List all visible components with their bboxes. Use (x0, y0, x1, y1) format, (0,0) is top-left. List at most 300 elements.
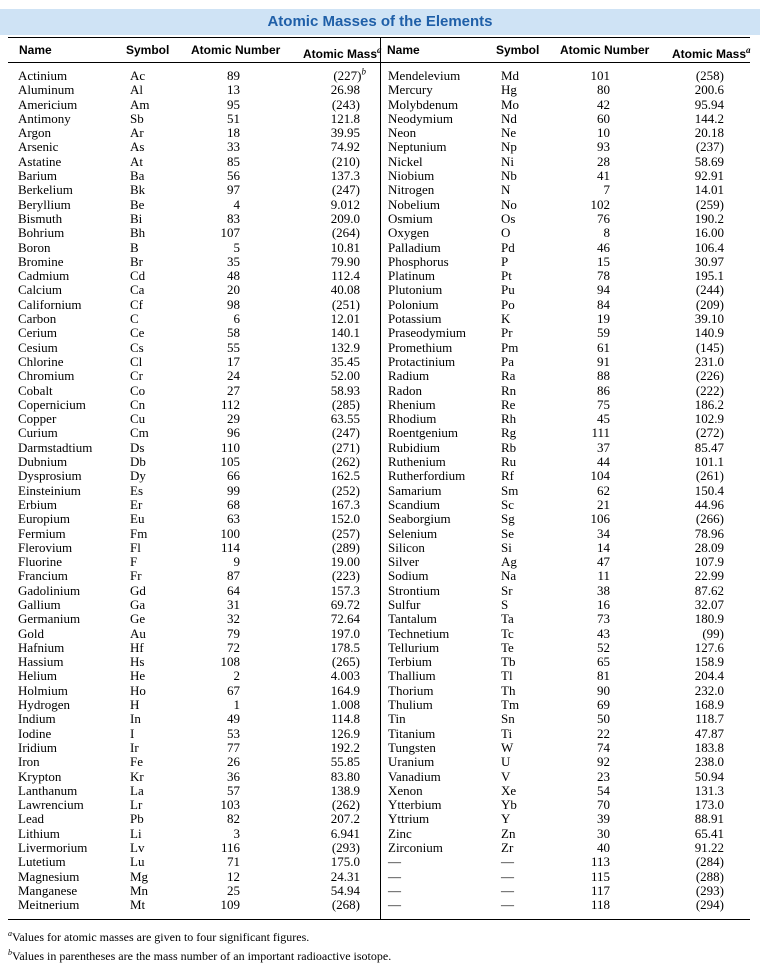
element-atomic-number: 25 (227, 882, 240, 898)
element-atomic-number: 70 (597, 797, 610, 813)
header-atomic-mass-left (303, 38, 382, 62)
element-symbol: — (501, 868, 514, 884)
element-atomic-number: 77 (227, 739, 240, 755)
element-atomic-mass: 9.012 (330, 196, 360, 212)
element-name: Boron (18, 239, 51, 255)
element-atomic-mass: (293) (331, 840, 360, 856)
element-symbol: Bk (130, 182, 146, 198)
element-atomic-number: 31 (227, 596, 240, 612)
element-atomic-mass: (247) (331, 182, 360, 198)
element-atomic-mass: 88.91 (694, 811, 724, 827)
element-symbol: As (130, 139, 145, 155)
element-atomic-mass: 24.31 (330, 868, 360, 884)
table-row (0, 355, 760, 369)
element-atomic-number: 94 (597, 282, 610, 298)
element-atomic-number: 96 (227, 425, 240, 441)
element-name: Cadmium (18, 268, 70, 284)
element-atomic-mass: 138.9 (330, 782, 360, 798)
element-name: Protactinium (388, 353, 456, 369)
element-symbol: Sm (501, 482, 519, 498)
element-symbol: Sr (501, 582, 513, 598)
element-atomic-number: 118 (590, 897, 610, 913)
element-name: Dysprosium (18, 468, 82, 484)
table-row (0, 312, 760, 326)
table-row (0, 269, 760, 283)
element-symbol: Sg (501, 511, 515, 527)
element-atomic-mass: 173.0 (694, 797, 724, 813)
element-atomic-mass: (247) (331, 425, 360, 441)
element-atomic-number: 115 (590, 868, 610, 884)
element-atomic-number: 7 (603, 182, 610, 198)
element-name: Rhenium (388, 396, 436, 412)
table-row (0, 655, 760, 669)
element-name: Hassium (18, 654, 64, 670)
element-atomic-number: 16 (597, 596, 610, 612)
element-symbol: Co (130, 382, 146, 398)
element-atomic-mass: (272) (695, 425, 724, 441)
footnote-a-text: Values for atomic masses are given to four significant figures. (12, 930, 310, 944)
element-atomic-mass: (288) (695, 868, 724, 884)
element-symbol: Ge (130, 611, 146, 627)
element-name: Holmium (18, 682, 68, 698)
element-symbol: Db (130, 454, 146, 470)
element-symbol: Am (130, 96, 150, 112)
element-atomic-number: 17 (227, 353, 240, 369)
table-row (0, 569, 760, 583)
table-row (0, 684, 760, 698)
element-name: Bohrium (18, 225, 65, 241)
element-symbol: Hs (130, 654, 145, 670)
element-name: Bismuth (18, 210, 63, 226)
element-atomic-number: 54 (597, 782, 610, 798)
element-symbol: Rf (501, 468, 514, 484)
element-symbol: Sn (501, 711, 515, 727)
element-atomic-mass: 50.94 (694, 768, 724, 784)
element-atomic-number: 64 (227, 582, 240, 598)
element-symbol: He (130, 668, 146, 684)
element-name: Radium (388, 368, 430, 384)
element-atomic-mass: 150.4 (694, 482, 724, 498)
element-atomic-mass: 58.93 (330, 382, 360, 398)
element-atomic-mass: 132.9 (330, 339, 360, 355)
element-atomic-mass: (289) (331, 539, 360, 555)
element-atomic-mass: (284) (695, 854, 724, 870)
element-name: Lead (18, 811, 44, 827)
element-atomic-number: 80 (597, 82, 610, 98)
element-atomic-mass: (265) (331, 654, 360, 670)
element-name: Roentgenium (388, 425, 459, 441)
element-atomic-number: 46 (597, 239, 610, 255)
element-symbol: Fr (130, 568, 142, 584)
element-atomic-mass: 207.2 (330, 811, 360, 827)
element-name: Gold (18, 625, 44, 641)
table-row (0, 198, 760, 212)
element-atomic-number: 55 (227, 339, 240, 355)
element-symbol: Tl (501, 668, 513, 684)
element-symbol: Mo (501, 96, 520, 112)
element-symbol: Cn (130, 396, 146, 412)
element-atomic-mass: 197.0 (330, 625, 360, 641)
element-symbol: Nd (501, 110, 517, 126)
element-atomic-number: 21 (597, 496, 610, 512)
element-name: Flerovium (18, 539, 73, 555)
element-atomic-mass: 137.3 (330, 168, 360, 184)
element-atomic-mass: 83.80 (330, 768, 360, 784)
element-name: Thallium (388, 668, 436, 684)
table-row (0, 212, 760, 226)
element-symbol: Cr (130, 368, 143, 384)
table-row (0, 712, 760, 726)
element-atomic-mass: (209) (695, 296, 724, 312)
element-name: Mercury (388, 82, 433, 98)
element-atomic-number: 18 (227, 125, 240, 141)
element-atomic-number: 29 (227, 411, 240, 427)
mass-footnote-mark: b (361, 66, 366, 77)
element-atomic-mass: 167.3 (330, 496, 360, 512)
table-row (0, 827, 760, 841)
element-name: Niobium (388, 168, 435, 184)
element-name: Gallium (18, 596, 61, 612)
element-name: Neodymium (388, 110, 453, 126)
element-atomic-number: 50 (597, 711, 610, 727)
element-symbol: Fl (130, 539, 141, 555)
element-atomic-mass: 20.18 (694, 125, 724, 141)
element-name: Lanthanum (18, 782, 78, 798)
header-atomic-mass-note: a (746, 45, 751, 55)
element-name: Helium (18, 668, 57, 684)
element-atomic-mass: 1.008 (330, 697, 360, 713)
element-atomic-mass: 44.96 (694, 496, 724, 512)
table-row (0, 541, 760, 555)
element-symbol: Se (501, 525, 514, 541)
element-name: Rubidium (388, 439, 441, 455)
element-atomic-mass: (294) (695, 897, 724, 913)
table-row (0, 83, 760, 97)
element-name: Einsteinium (18, 482, 81, 498)
element-name: Copernicium (18, 396, 86, 412)
element-symbol: Cd (130, 268, 146, 284)
element-name: Tantalum (388, 611, 437, 627)
element-symbol: Bh (130, 225, 146, 241)
element-name: Cobalt (18, 382, 53, 398)
element-atomic-number: 87 (227, 568, 240, 584)
element-atomic-number: 73 (597, 611, 610, 627)
element-atomic-mass: 22.99 (694, 568, 724, 584)
element-atomic-mass: 121.8 (330, 110, 360, 126)
element-name: Americium (18, 96, 78, 112)
element-symbol: Er (130, 496, 143, 512)
element-atomic-number: 68 (227, 496, 240, 512)
element-name: Magnesium (18, 868, 80, 884)
element-name: Hydrogen (18, 697, 70, 713)
element-atomic-mass: 72.64 (330, 611, 360, 627)
element-symbol: I (130, 725, 135, 741)
table-row (0, 612, 760, 626)
element-name: Nickel (388, 153, 423, 169)
element-atomic-mass: 58.69 (694, 153, 724, 169)
element-name: Potassium (388, 311, 442, 327)
element-atomic-number: 91 (597, 353, 610, 369)
element-atomic-mass: 114.8 (331, 711, 360, 727)
element-atomic-number: 114 (220, 539, 240, 555)
element-name: Californium (18, 296, 82, 312)
element-atomic-mass: 63.55 (330, 411, 360, 427)
table-row (0, 126, 760, 140)
element-name: Beryllium (18, 196, 71, 212)
element-atomic-number: 15 (597, 253, 610, 269)
element-symbol: Bi (130, 210, 143, 226)
element-name: — (388, 868, 401, 884)
element-atomic-number: 61 (597, 339, 610, 355)
element-atomic-number: 103 (220, 797, 240, 813)
element-symbol: C (130, 311, 139, 327)
element-name: Copper (18, 411, 57, 427)
element-name: Astatine (18, 153, 62, 169)
element-atomic-mass: (223) (331, 568, 360, 584)
element-symbol: Cf (130, 296, 143, 312)
element-name: Silicon (388, 539, 425, 555)
element-atomic-number: 42 (597, 96, 610, 112)
table-row (0, 669, 760, 683)
element-name: Arsenic (18, 139, 59, 155)
header-atomic-mass-text: Atomic Mass (672, 47, 747, 61)
table-row (0, 855, 760, 869)
element-symbol: Zn (501, 825, 516, 841)
element-name: Actinium (18, 68, 68, 83)
element-name: Neptunium (388, 139, 447, 155)
element-name: Platinum (388, 268, 435, 284)
element-atomic-number: 37 (597, 439, 610, 455)
element-name: Sulfur (388, 596, 421, 612)
element-name: Xenon (388, 782, 423, 798)
element-name: Meitnerium (18, 897, 80, 913)
element-atomic-number: 72 (227, 639, 240, 655)
element-atomic-number: 1 (233, 697, 240, 713)
element-name: Chromium (18, 368, 75, 384)
element-name: Thulium (388, 697, 433, 713)
element-name: Fluorine (18, 554, 63, 570)
element-symbol: Ba (130, 168, 145, 184)
element-atomic-number: 36 (227, 768, 240, 784)
element-atomic-mass: 39.10 (694, 311, 724, 327)
element-symbol: Zr (501, 840, 514, 856)
element-atomic-mass: (210) (331, 153, 360, 169)
element-name: Nitrogen (388, 182, 435, 198)
element-atomic-number: 2 (233, 668, 240, 684)
element-atomic-mass: (271) (331, 439, 360, 455)
element-atomic-number: 105 (220, 454, 240, 470)
element-atomic-mass: 55.85 (330, 754, 360, 770)
element-symbol: Ne (501, 125, 517, 141)
element-symbol: H (130, 697, 140, 713)
element-symbol: Ru (501, 454, 517, 470)
element-atomic-number: 78 (597, 268, 610, 284)
element-symbol: Pb (130, 811, 144, 827)
element-symbol: Mt (130, 897, 146, 913)
element-atomic-number: 99 (227, 482, 240, 498)
element-symbol: Al (130, 82, 143, 98)
element-atomic-mass: (237) (695, 139, 724, 155)
element-name: Zinc (388, 825, 412, 841)
element-name: Barium (18, 168, 57, 184)
element-name: Vanadium (388, 768, 441, 784)
element-atomic-number: 40 (597, 840, 610, 856)
element-symbol: N (501, 182, 511, 198)
element-atomic-number: 26 (227, 754, 240, 770)
element-atomic-number: 4 (233, 196, 240, 212)
element-atomic-number: 76 (597, 210, 610, 226)
table-row (0, 870, 760, 884)
element-name: Erbium (18, 496, 57, 512)
element-atomic-number: 71 (227, 854, 240, 870)
element-symbol: Pt (501, 268, 512, 284)
element-atomic-number: 13 (227, 82, 240, 98)
table-row (0, 555, 760, 569)
element-symbol: O (501, 225, 511, 241)
element-atomic-number: 111 (591, 425, 610, 441)
element-symbol: Pu (501, 282, 515, 298)
element-name: Cesium (18, 339, 58, 355)
element-atomic-number: 85 (227, 153, 240, 169)
table-row (0, 326, 760, 340)
element-atomic-number: 97 (227, 182, 240, 198)
element-atomic-mass: 190.2 (694, 210, 724, 226)
element-atomic-mass: 39.95 (330, 125, 360, 141)
element-atomic-number: 89 (227, 68, 240, 83)
element-symbol: Hf (130, 639, 144, 655)
element-atomic-number: 69 (597, 697, 610, 713)
element-name: Plutonium (388, 282, 443, 298)
element-name: Selenium (388, 525, 438, 541)
element-atomic-number: 34 (597, 525, 610, 541)
element-atomic-number: 19 (597, 311, 610, 327)
element-symbol: Eu (130, 511, 145, 527)
element-name: Francium (18, 568, 68, 584)
element-atomic-number: 79 (227, 625, 240, 641)
footnote-a (8, 926, 750, 945)
element-name: Thorium (388, 682, 434, 698)
element-name: Dubnium (18, 454, 68, 470)
element-atomic-mass: (261) (695, 468, 724, 484)
element-atomic-mass: (264) (331, 225, 360, 241)
element-name: Tellurium (388, 639, 440, 655)
table-row (0, 455, 760, 469)
element-atomic-number: 51 (227, 110, 240, 126)
table-row (0, 641, 760, 655)
footnote-b-text: Values in parentheses are the mass number of an important radioactive isotope. (12, 949, 392, 963)
table-row (0, 441, 760, 455)
element-symbol: Re (501, 396, 516, 412)
element-name: Scandium (388, 496, 440, 512)
element-name: Uranium (388, 754, 435, 770)
element-atomic-number: 52 (597, 639, 610, 655)
element-name: Krypton (18, 768, 62, 784)
element-atomic-number: 41 (597, 168, 610, 184)
element-symbol: Dy (130, 468, 146, 484)
table-row (0, 512, 760, 526)
element-symbol: Pr (501, 325, 513, 341)
header-atomic-mass-right (672, 38, 751, 62)
table-row (0, 412, 760, 426)
element-atomic-number: 57 (227, 782, 240, 798)
element-atomic-number: 33 (227, 139, 240, 155)
element-symbol: Ag (501, 554, 517, 570)
element-atomic-number: 84 (597, 296, 610, 312)
element-symbol: Mn (130, 882, 149, 898)
element-atomic-number: 23 (597, 768, 610, 784)
element-atomic-number: 38 (597, 582, 610, 598)
element-atomic-number: 88 (597, 368, 610, 384)
element-name: Darmstadtium (18, 439, 93, 455)
element-atomic-number: 10 (597, 125, 610, 141)
table-row (0, 898, 760, 912)
element-atomic-number: 113 (590, 854, 610, 870)
element-atomic-mass: 101.1 (694, 454, 724, 470)
element-name: Promethium (388, 339, 453, 355)
table-row (0, 755, 760, 769)
element-name: Titanium (388, 725, 436, 741)
element-atomic-mass: 78.96 (694, 525, 724, 541)
element-symbol: Lr (130, 797, 143, 813)
element-atomic-mass: 127.6 (694, 639, 724, 655)
element-symbol: Y (501, 811, 511, 827)
element-atomic-mass: (226) (695, 368, 724, 384)
element-symbol: Lu (130, 854, 145, 870)
element-symbol: No (501, 196, 517, 212)
element-symbol: Cl (130, 353, 143, 369)
element-symbol: Rb (501, 439, 517, 455)
element-atomic-mass: 47.87 (694, 725, 724, 741)
element-atomic-mass: 232.0 (694, 682, 724, 698)
element-atomic-mass: 65.41 (694, 825, 724, 841)
table-row (0, 698, 760, 712)
table-title: Atomic Masses of the Elements (0, 9, 760, 35)
element-atomic-number: 28 (597, 153, 610, 169)
element-atomic-number: 86 (597, 382, 610, 398)
header-name-right: Name (387, 43, 420, 57)
element-atomic-mass: 209.0 (330, 210, 360, 226)
right-element-list (0, 66, 760, 913)
element-atomic-number: 56 (227, 168, 240, 184)
element-atomic-mass: (251) (331, 296, 360, 312)
element-name: Mendelevium (388, 68, 461, 83)
element-atomic-mass: 87.62 (694, 582, 724, 598)
element-name: Calcium (18, 282, 63, 298)
element-atomic-number: 49 (227, 711, 240, 727)
element-name: Tungsten (388, 739, 436, 755)
element-atomic-number: 74 (597, 739, 610, 755)
element-atomic-mass: 16.00 (694, 225, 724, 241)
element-symbol: P (501, 253, 509, 269)
table-row (0, 384, 760, 398)
table-row (0, 226, 760, 240)
element-atomic-number: 104 (590, 468, 610, 484)
element-atomic-mass: (266) (695, 511, 724, 527)
element-atomic-number: 32 (227, 611, 240, 627)
table-row (0, 741, 760, 755)
element-atomic-mass: 91.22 (694, 840, 724, 856)
element-atomic-number: 117 (590, 882, 610, 898)
element-name: Bromine (18, 253, 64, 269)
element-symbol: Na (501, 568, 517, 584)
element-atomic-number: 22 (597, 725, 610, 741)
element-symbol: Md (501, 68, 520, 83)
element-symbol: Th (501, 682, 516, 698)
element-atomic-mass: 192.2 (330, 739, 360, 755)
element-atomic-number: 67 (227, 682, 240, 698)
table-row (0, 884, 760, 898)
table-row (0, 798, 760, 812)
